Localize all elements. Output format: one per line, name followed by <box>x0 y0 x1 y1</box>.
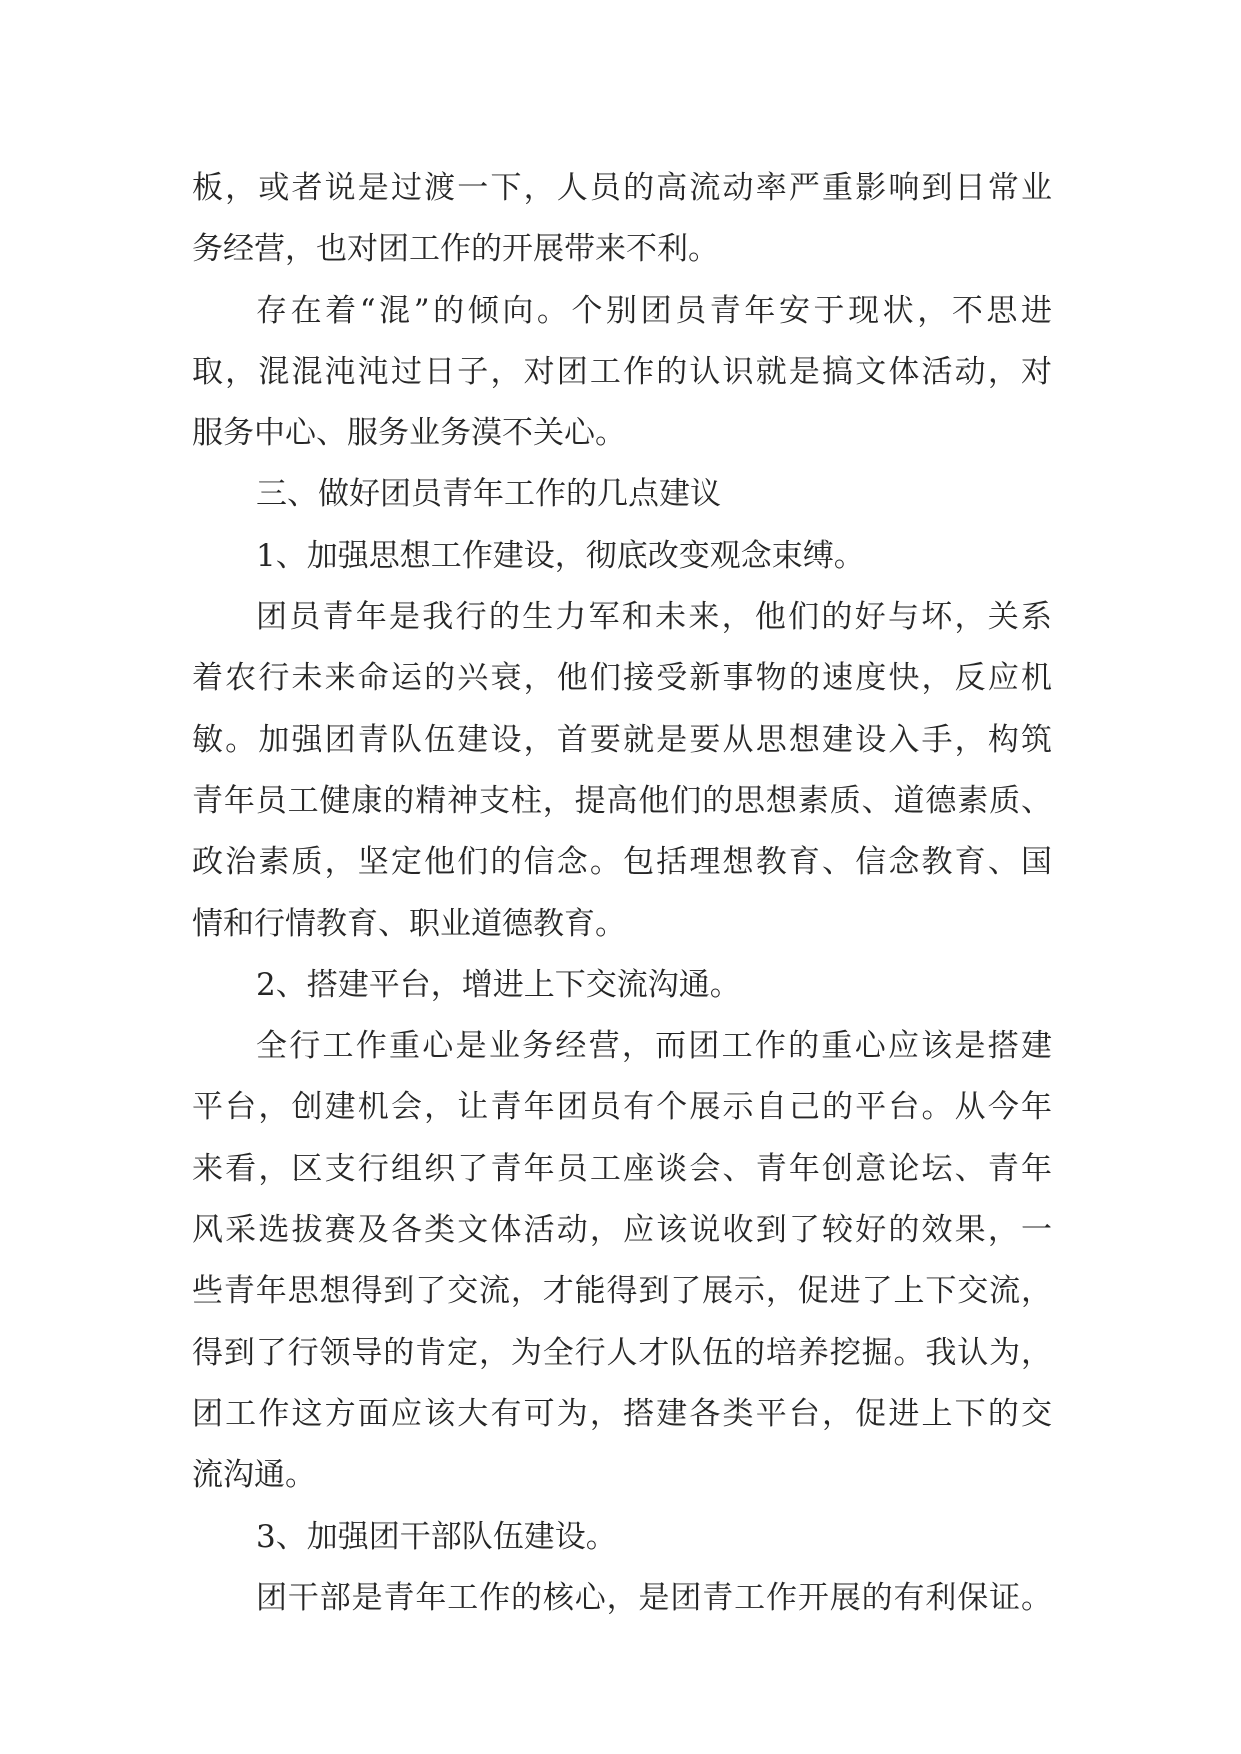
text-line: 存在着“混”的倾向。个别团员青年安于现状，不思进 <box>256 292 1052 329</box>
text-line: 3、加强团干部队伍建设。 <box>256 1518 617 1555</box>
text-line: 三、做好团员青年工作的几点建议 <box>256 476 721 513</box>
text-line: 些青年思想得到了交流，才能得到了展示，促进了上下交流， <box>192 1273 1052 1310</box>
text-line: 情和行情教育、职业道德教育。 <box>192 905 626 942</box>
text-line: 得到了行领导的肯定，为全行人才队伍的培养挖掘。我认为， <box>192 1334 1052 1371</box>
text-line: 着农行未来命运的兴衰，他们接受新事物的速度快，反应机 <box>192 660 1052 697</box>
text-line: 务经营，也对团工作的开展带来不利。 <box>192 231 719 268</box>
document-body <box>192 158 1052 1629</box>
text-line: 2、搭建平台，增进上下交流沟通。 <box>256 966 741 1003</box>
text-line: 1、加强思想工作建设，彻底改变观念束缚。 <box>256 537 865 574</box>
text-line: 平台，创建机会，让青年团员有个展示自己的平台。从今年 <box>192 1089 1052 1126</box>
text-line: 来看，区支行组织了青年员工座谈会、青年创意论坛、青年 <box>192 1150 1052 1187</box>
text-line: 政治素质，坚定他们的信念。包括理想教育、信念教育、国 <box>192 844 1052 881</box>
text-line: 流沟通。 <box>192 1457 316 1494</box>
text-line: 敏。加强团青队伍建设，首要就是要从思想建设入手，构筑 <box>192 721 1052 758</box>
text-line: 全行工作重心是业务经营，而团工作的重心应该是搭建 <box>256 1028 1052 1065</box>
text-line: 取，混混沌沌过日子，对团工作的认识就是搞文体活动，对 <box>192 353 1052 390</box>
text-line: 团工作这方面应该大有可为，搭建各类平台，促进上下的交 <box>192 1395 1052 1432</box>
text-line: 板，或者说是过渡一下，人员的高流动率严重影响到日常业 <box>192 170 1052 206</box>
text-line: 青年员工健康的精神支柱，提高他们的思想素质、道德素质、 <box>192 782 1052 819</box>
text-line: 团员青年是我行的生力军和未来，他们的好与坏，关系 <box>256 599 1052 636</box>
text-line: 服务中心、服务业务漠不关心。 <box>192 415 626 452</box>
text-line: 风采选拔赛及各类文体活动，应该说收到了较好的效果，一 <box>192 1212 1052 1249</box>
text-line: 团干部是青年工作的核心，是团青工作开展的有利保证。 <box>256 1579 1052 1616</box>
